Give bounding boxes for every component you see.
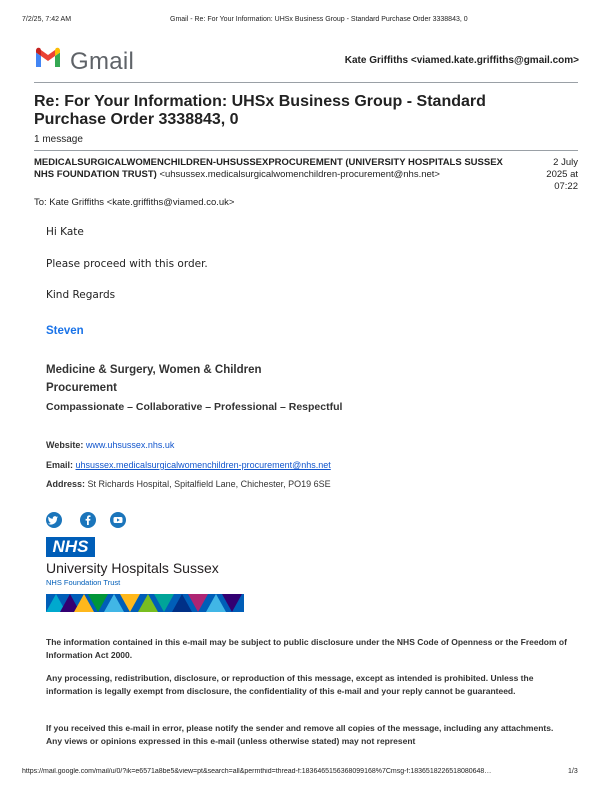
disclaimer-2: Any processing, redistribution, disclosure, or reproduction of this message, except as intended is prohibited. Unless the information is legally exempt from disclosure, the confidentiality of this e-mail and your reply cannot be guaranteed. (46, 673, 534, 696)
nhs-logo: NHS (46, 537, 95, 557)
signature-dept: Medicine & Surgery, Women & Children (46, 364, 262, 376)
print-title: Gmail - Re: For Your Information: UHSx Business Group - Standard Purchase Order 3338843, 0 (170, 16, 468, 23)
signature-team: Procurement (46, 382, 117, 394)
message-count: 1 message (34, 134, 83, 145)
facebook-icon[interactable] (80, 512, 96, 528)
org-name: University Hospitals Sussex (46, 560, 219, 576)
brand-stripe-graphic (46, 594, 244, 612)
date-line-3: 07:22 (554, 181, 578, 192)
email-label: Email: (46, 460, 74, 470)
disclaimer-1: The information contained in this e-mail may be subject to public disclosure under the NHS Code of Openness or the Freedom of Information Act 2000. (46, 637, 567, 660)
print-page: 1/3 (568, 768, 578, 775)
sender-block (34, 157, 524, 181)
youtube-icon[interactable] (110, 512, 126, 528)
org-trust: NHS Foundation Trust (46, 578, 121, 587)
website-label: Website: (46, 440, 84, 450)
signature-name: Steven (46, 325, 84, 337)
sender-name: MEDICALSURGICALWOMENCHILDREN-UHSUSSEXPROCUREMENT (UNIVERSITY HOSPITALS SUSSEX NHS FOUNDATION TRUST) (34, 157, 503, 180)
website-row (46, 440, 174, 450)
header-divider (34, 82, 578, 83)
address-text: St Richards Hospital, Spitalfield Lane, Chichester, PO19 6SE (87, 479, 331, 489)
date-line-2: 2025 at (546, 169, 578, 180)
subject-divider (34, 150, 578, 151)
print-url: https://mail.google.com/mail/u/0/?ik=e6571a8be5&view=pt&search=all&permthid=thread-f:1836465156368099168%7Cmsg-f:1836518226518080648… (22, 768, 492, 775)
signature-values: Compassionate – Collaborative – Professional – Respectful (46, 401, 343, 413)
email-row (46, 460, 331, 470)
account-label: Kate Griffiths <viamed.kate.griffiths@gmail.com> (344, 55, 579, 66)
closing: Kind Regards (46, 289, 116, 301)
greeting: Hi Kate (46, 226, 84, 238)
message-date (528, 157, 578, 193)
thread-subject: Re: For Your Information: UHSx Business Group - Standard Purchase Order 3338843, 0 (34, 93, 486, 128)
email-link[interactable]: uhsussex.medicalsurgicalwomenchildren-procurement@nhs.net (75, 460, 331, 470)
disclaimer-3: If you received this e-mail in error, please notify the sender and remove all copies of the message, including any attachments. Any views or opinions expressed in this e-mail (unless otherwise stated) may not represent (46, 723, 554, 746)
twitter-icon[interactable] (46, 512, 62, 528)
sender-email: <uhsussex.medicalsurgicalwomenchildren-procurement@nhs.net> (159, 169, 440, 180)
gmail-logo-icon[interactable] (34, 46, 62, 68)
print-datetime: 7/2/25, 7:42 AM (22, 16, 72, 23)
address-row (46, 479, 331, 489)
body-line: Please proceed with this order. (46, 258, 208, 270)
recipient-line: To: Kate Griffiths <kate.griffiths@viamed.co.uk> (34, 197, 235, 208)
website-link[interactable]: www.uhsussex.nhs.uk (85, 440, 175, 450)
date-line-1: 2 July (553, 157, 578, 168)
gmail-wordmark: Gmail (70, 48, 135, 75)
address-label: Address: (46, 479, 86, 489)
